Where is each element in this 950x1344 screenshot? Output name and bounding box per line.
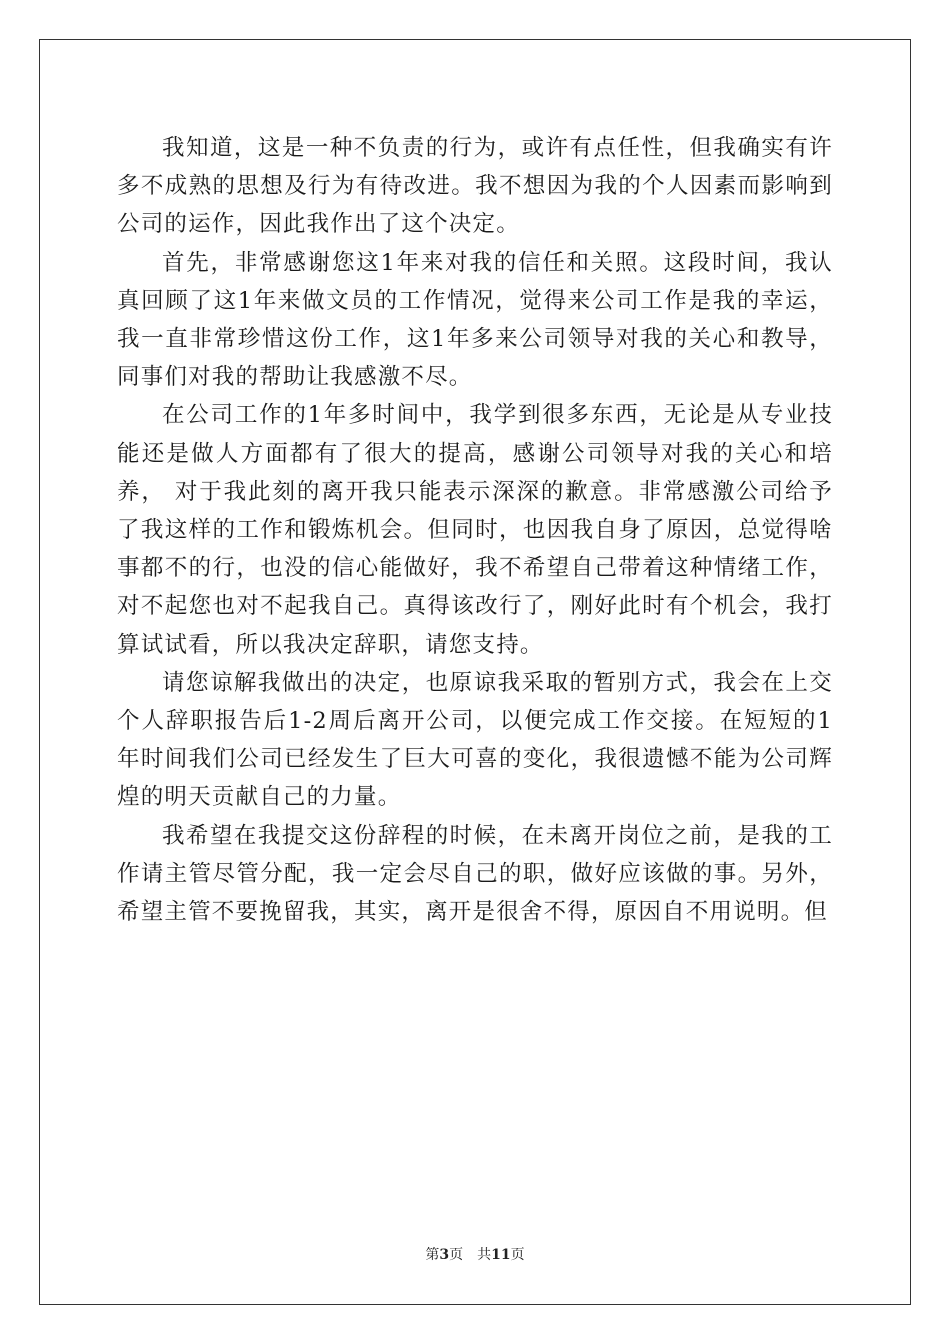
- page-suffix: 页: [449, 1247, 464, 1263]
- page-footer: [0, 1246, 950, 1264]
- document-body: [117, 129, 833, 931]
- paragraph-2: 首先，非常感谢您这1年来对我的信任和关照。这段时间，我认真回顾了这1年来做文员的工作情况，觉得来公司工作是我的幸运，我一直非常珍惜这份工作，这1年多来公司领导对我的关心和教导，同事们对我的帮助让我感激不尽。: [117, 249, 833, 391]
- total-suffix: 页: [510, 1247, 525, 1263]
- page-total-label: [477, 1247, 524, 1263]
- total-prefix: 共: [477, 1247, 492, 1263]
- paragraph-5: 我希望在我提交这份辞程的时候，在未离开岗位之前，是我的工作请主管尽管分配，我一定会尽自己的职，做好应该做的事。另外，希望主管不要挽留我，其实，离开是很舍不得，原因自不用说明。但: [117, 822, 833, 926]
- page-current: 3: [439, 1247, 450, 1263]
- paragraph-4: 请您谅解我做出的决定，也原谅我采取的暂别方式，我会在上交个人辞职报告后1-2周后离开公司，以便完成工作交接。在短短的1年时间我们公司已经发生了巨大可喜的变化，我很遗憾不能为公司辉煌的明天贡献自己的力量。: [117, 669, 833, 811]
- page-prefix: 第: [425, 1247, 440, 1263]
- page-number-label: [425, 1247, 463, 1263]
- page-total: 11: [491, 1247, 511, 1263]
- paragraph-1: 我知道，这是一种不负责的行为，或许有点任性，但我确实有许多不成熟的思想及行为有待改进。我不想因为我的个人因素而影响到公司的运作，因此我作出了这个决定。: [117, 135, 833, 238]
- paragraph-3: 在公司工作的1年多时间中，我学到很多东西，无论是从专业技能还是做人方面都有了很大的提高，感谢公司领导对我的关心和培养， 对于我此刻的离开我只能表示深深的歉意。非常感激公司给予了我这样的工作和锻炼机会。但同时，也因我自身了原因，总觉得啥事都不的行，也没的信心能做好，我不希望自己带着这种情绪工作，对不起您也对不起我自己。真得该改行了，刚好此时有个机会，我打算试试看，所以我决定辞职，请您支持。: [117, 402, 833, 658]
